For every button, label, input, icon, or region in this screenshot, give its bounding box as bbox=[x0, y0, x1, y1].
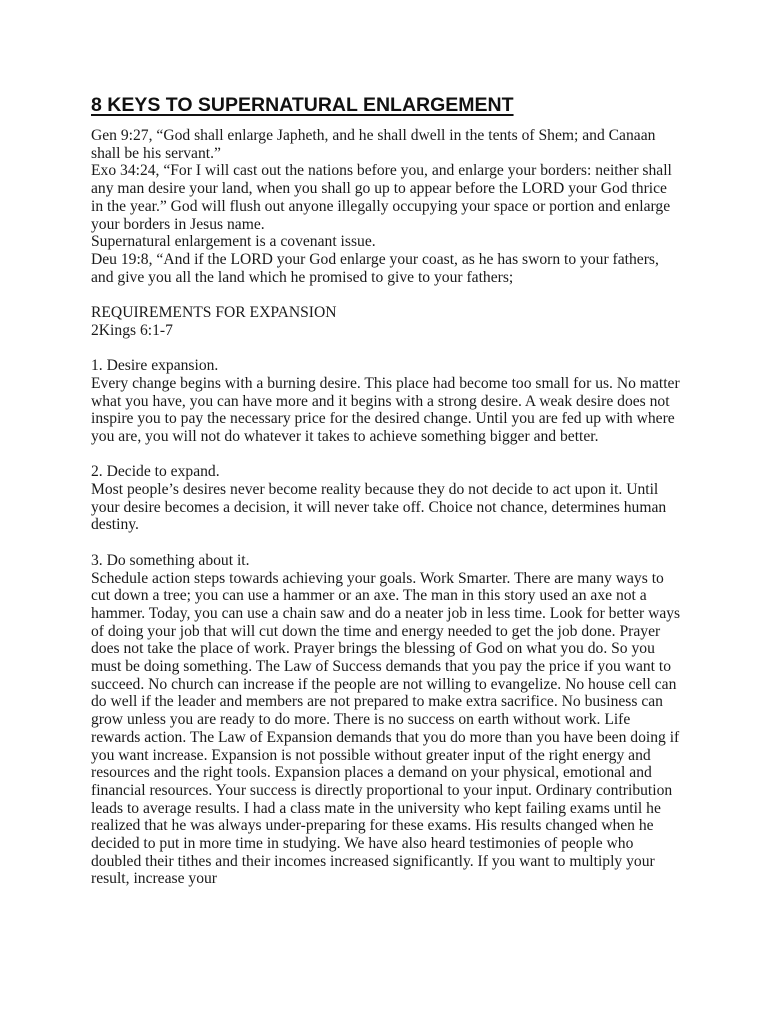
key-3-text: Schedule action steps towards achieving your goals. Work Smarter. There are many ways to cut down a tree; you can use a hammer or an axe. The man in this story used an axe not a hammer. Today, you can use a chain saw and do a neater job in less time. Look for better ways of doing your job that will cut down the time and energy needed to get the job done. Prayer does not take the place of work. Prayer brings the blessing of God on what you do. So you must be doing something. The Law of Success demands that you pay the price if you want to succeed. No church can increase if the people are not willing to evangelize. No house cell can do well if the leader and members are not prepared to make extra sacrifice. No business can grow unless you are ready to do more. There is no success on earth without work. Life rewards action. The Law of Expansion demands that you do more than you have been doing if you want increase. Expansion is not possible without greater input of the right energy and resources and the right tools. Expansion places a demand on your physical, emotional and financial resources. Your success is directly proportional to your input. Ordinary contribution leads to average results. I had a class mate in the university who kept failing exams until he realized that he was always under-preparing for these exams. His results changed when he decided to put in more time in studying. We have also heard testimonies of people who doubled their tithes and their incomes increased significantly. If you want to multiply your result, increase your bbox=[91, 569, 681, 888]
requirements-reference: 2Kings 6:1-7 bbox=[91, 321, 173, 339]
key-1-text: Every change begins with a burning desire. This place had become too small for us. No matter what you have, you can have more and it begins with a strong desire. A weak desire does not inspire you to pay the necessary price for the desired change. Until you are fed up with where you are, you will not do whatever it takes to achieve something bigger and better. bbox=[91, 374, 680, 445]
covenant-statement: Supernatural enlargement is a covenant issue. bbox=[91, 233, 376, 251]
key-1-heading: 1. Desire expansion. bbox=[91, 357, 219, 375]
scripture-gen-9-27: Gen 9:27, “God shall enlarge Japheth, and he shall dwell in the tents of Shem; and Canaan shall be his servant.” bbox=[91, 127, 656, 162]
paragraph-spacer bbox=[91, 286, 681, 304]
document-body bbox=[91, 127, 681, 888]
scripture-deu-19-8: Deu 19:8, “And if the LORD your God enlarge your coast, as he has sworn to your fathers, and give you all the land which he promised to give to your fathers; bbox=[91, 250, 659, 286]
document-page bbox=[91, 93, 681, 888]
key-2-text: Most people’s desires never become reality because they do not decide to act upon it. Until your desire becomes a decision, it will never take off. Choice not chance, determines human destiny. bbox=[91, 481, 667, 534]
key-2-heading: 2. Decide to expand. bbox=[91, 463, 220, 481]
requirements-heading: REQUIREMENTS FOR EXPANSION bbox=[91, 304, 337, 322]
scripture-exo-34-24: Exo 34:24, “For I will cast out the nations before you, and enlarge your borders: neither shall any man desire your land, when you shall go up to appear before the LORD your God thrice in the year.” God will flush out anyone illegally occupying your space or portion and enlarge your borders in Jesus name. bbox=[91, 162, 672, 233]
paragraph-spacer bbox=[91, 339, 681, 357]
paragraph-spacer bbox=[91, 446, 681, 464]
document-title: 8 KEYS TO SUPERNATURAL ENLARGEMENT bbox=[91, 94, 514, 116]
key-3-heading: 3. Do something about it. bbox=[91, 551, 250, 569]
paragraph-spacer bbox=[91, 534, 681, 552]
